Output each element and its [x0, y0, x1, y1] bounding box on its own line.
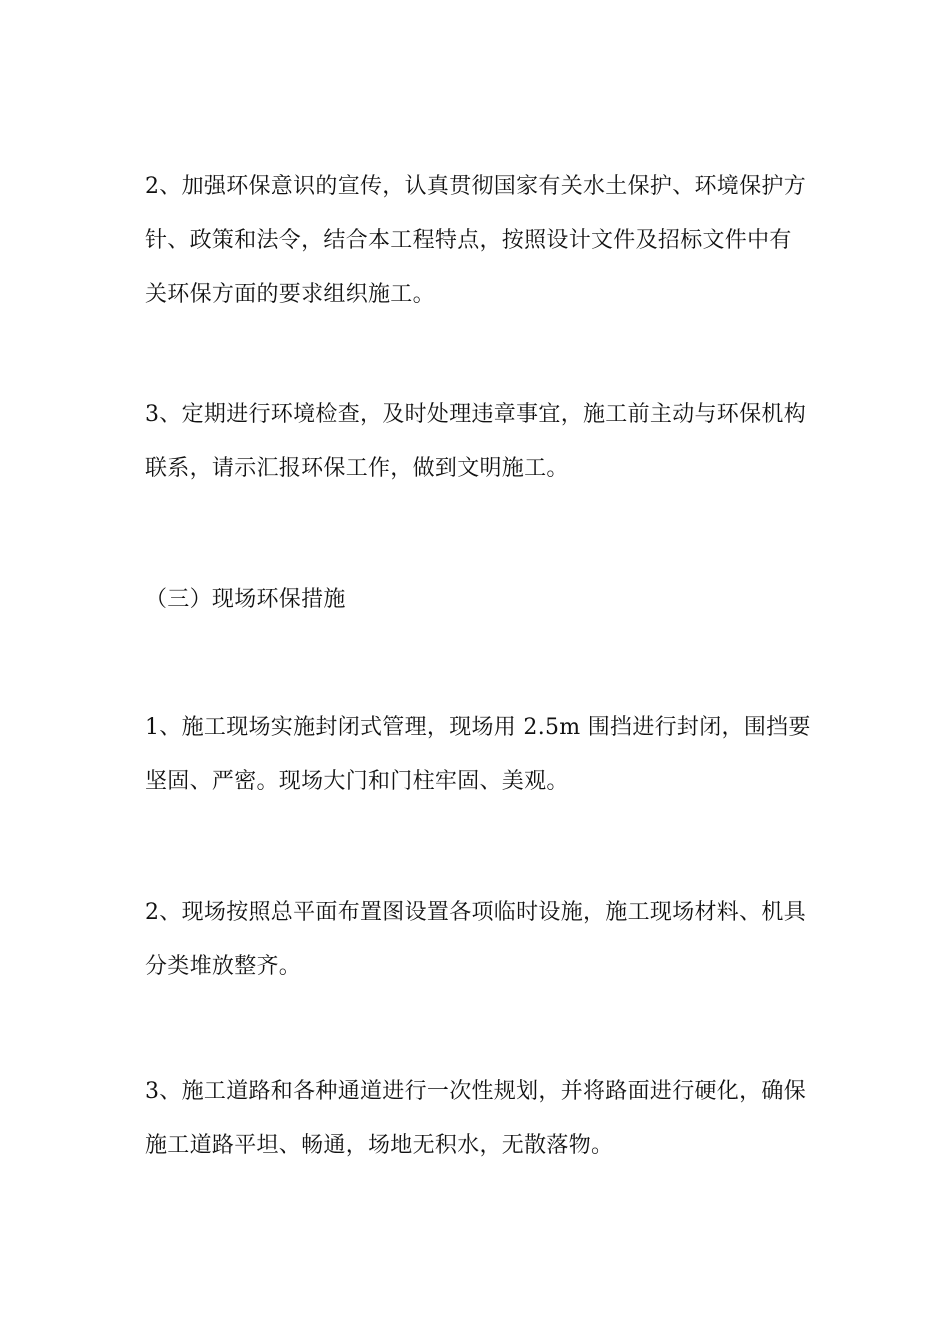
text-line: 1、施工现场实施封闭式管理，现场用 2.5m 围挡进行封闭，围挡要 — [145, 715, 811, 740]
text-line: 针、政策和法令，结合本工程特点，按照设计文件及招标文件中有 — [145, 228, 792, 253]
paragraph-regular-inspection — [145, 388, 810, 496]
text-line: 关环保方面的要求组织施工。 — [145, 282, 435, 307]
text-line: 2、现场按照总平面布置图设置各项临时设施，施工现场材料、机具 — [145, 900, 806, 925]
text-line: 施工道路平坦、畅通，场地无积水，无散落物。 — [145, 1133, 614, 1158]
paragraph-site-layout — [145, 886, 810, 994]
paragraph-road-planning — [145, 1065, 810, 1173]
text-line: 联系，请示汇报环保工作，做到文明施工。 — [145, 456, 569, 481]
paragraph-environmental-awareness — [145, 160, 810, 322]
text-line: 2、加强环保意识的宣传，认真贯彻国家有关水土保护、环境保护方 — [145, 174, 806, 199]
text-line: 3、定期进行环境检查，及时处理违章事宜，施工前主动与环保机构 — [145, 402, 806, 427]
heading-line: （三）现场环保措施 — [145, 587, 346, 612]
text-line: 坚固、严密。现场大门和门柱牢固、美观。 — [145, 769, 569, 794]
section-heading-site-measures — [145, 573, 810, 627]
paragraph-closed-management — [145, 701, 810, 809]
text-line: 3、施工道路和各种通道进行一次性规划，并将路面进行硬化，确保 — [145, 1079, 806, 1104]
text-line: 分类堆放整齐。 — [145, 954, 302, 979]
